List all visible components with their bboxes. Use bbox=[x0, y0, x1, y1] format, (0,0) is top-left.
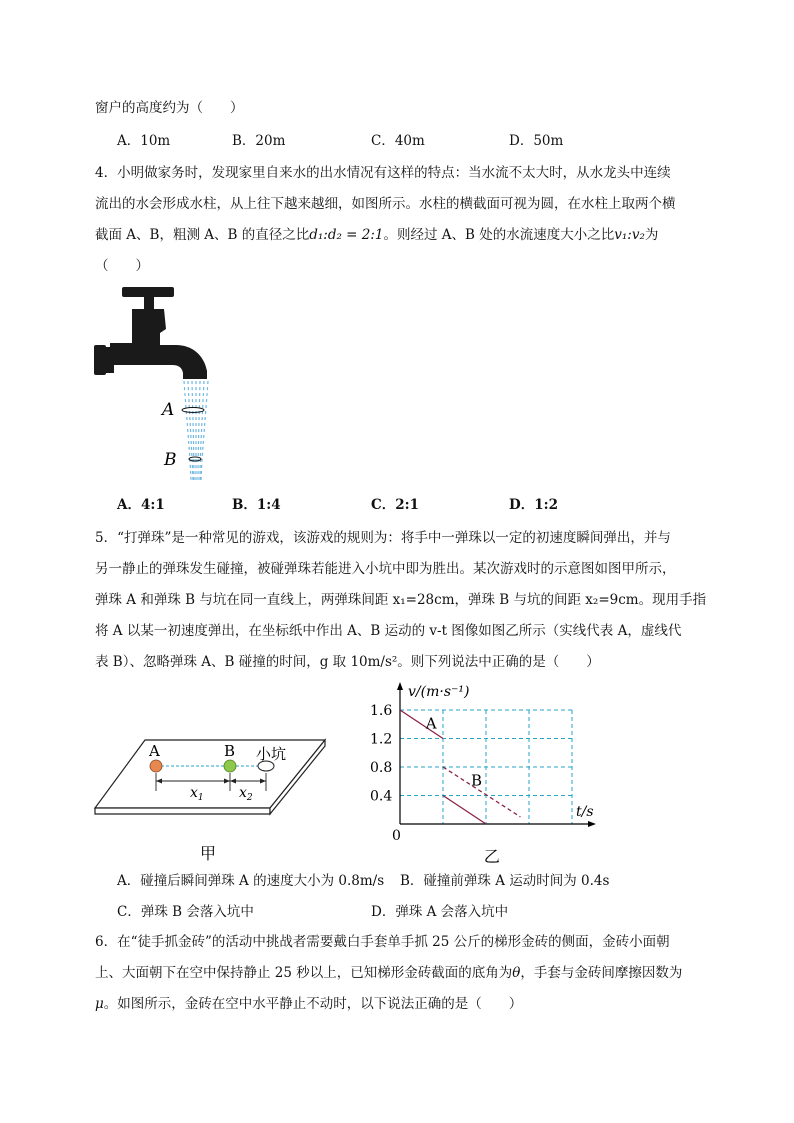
q4-option-d[interactable]: D．1:2 bbox=[509, 497, 558, 513]
q5-line-2: 另一静止的弹珠发生碰撞，被碰弹珠若能进入小坑中即为胜出。某次游戏时的示意图如图甲所示， bbox=[95, 561, 676, 577]
y-axis-label: v/(m·s⁻¹) bbox=[408, 684, 470, 700]
q4-line-1: 4．小明做家务时，发现家里自来水的出水情况有这样的特点：当水流不太大时，从水龙头中连续 bbox=[95, 165, 671, 181]
q5-line-1: 5．“打弹珠”是一种常见的游戏，该游戏的规则为：将手中一弹珠以一定的初速度瞬间弹出，并与 bbox=[95, 530, 671, 546]
faucet-icon bbox=[94, 287, 207, 379]
y-tick-label: 0.8 bbox=[370, 760, 393, 776]
q6-line-2-pre: 上、大面朝下在空中保持静止 25 秒以上，已知梯形金砖截面的底角为 bbox=[95, 965, 513, 981]
q5-option-d[interactable]: D．弹珠 A 会落入坑中 bbox=[371, 904, 509, 920]
faucet-label-b: B bbox=[164, 450, 177, 470]
q4-option-b[interactable]: B．1:4 bbox=[232, 497, 281, 513]
q4-line-3-post: 为 bbox=[644, 227, 659, 243]
q4-option-c[interactable]: C．2:1 bbox=[371, 497, 420, 513]
faucet-label-a: A bbox=[162, 400, 175, 420]
q6-line-1: 6．在“徒手抓金砖”的活动中挑战者需要戴白手套单手抓 25 公斤的梯形金砖的侧面，金砖小面朝 bbox=[95, 934, 670, 950]
q4-line-2: 流出的水会形成水柱，从上往下越来越细，如图所示。水柱的横截面可视为圆，在水柱上取两个横 bbox=[95, 196, 676, 212]
x-axis-label: t/s bbox=[576, 804, 594, 820]
q6-line-3 bbox=[95, 995, 522, 1013]
cross-section-b bbox=[189, 457, 201, 461]
q5-option-a[interactable]: A．碰撞后瞬间弹珠 A 的速度大小为 0.8m/s bbox=[117, 873, 385, 889]
q6-line-2-post: ，手套与金砖间摩擦因数为 bbox=[520, 965, 683, 981]
q5-line-3: 弹珠 A 和弹珠 B 与坑在同一直线上，两弹珠间距 x₁=28cm，弹珠 B 与坑的间距 x₂=9cm。现用手指 bbox=[95, 592, 707, 608]
q6-line-3-post: 。如图所示，金砖在空中水平静止不动时，以下说法正确的是（ ） bbox=[103, 996, 523, 1012]
jia-label-b: B bbox=[224, 742, 236, 760]
board-top bbox=[95, 740, 325, 808]
q5-line-4: 将 A 以某一初速度弹出，在坐标纸中作出 A、B 运动的 v-t 图像如图乙所示（实线代表 A，虚线代 bbox=[95, 623, 682, 639]
yi-caption: 乙 bbox=[483, 847, 500, 866]
series-a-label: A bbox=[425, 714, 437, 733]
q3-tail: 窗户的高度约为（ ） bbox=[95, 100, 244, 116]
q6-theta: θ bbox=[512, 965, 521, 981]
series-b-label: B bbox=[470, 771, 482, 790]
y-tick-label: 1.2 bbox=[370, 731, 393, 748]
origin-label: 0 bbox=[392, 828, 401, 844]
q3-option-b[interactable]: B．20m bbox=[232, 133, 286, 149]
q5-option-b[interactable]: B．碰撞前弹珠 A 运动时间为 0.4s bbox=[400, 873, 610, 889]
jia-label-a: A bbox=[149, 742, 160, 760]
q4-line-4: （ ） bbox=[95, 258, 149, 274]
q6-mu: μ bbox=[95, 996, 104, 1012]
marble-b bbox=[224, 760, 236, 772]
figure-jia bbox=[90, 735, 335, 865]
y-tick-label: 1.6 bbox=[370, 703, 393, 719]
faucet-figure bbox=[90, 283, 220, 488]
q3-option-c[interactable]: C．40m bbox=[371, 133, 425, 149]
q5-option-c[interactable]: C．弹珠 B 会落入坑中 bbox=[117, 904, 254, 920]
x-axis-arrow bbox=[588, 821, 596, 827]
q4-diameter-ratio: d₁:d₂ = 2:1 bbox=[309, 227, 384, 243]
x1-label: $x_1$ bbox=[190, 785, 204, 803]
q4-line-3-mid: 。则经过 A、B 处的水流速度大小之比 bbox=[383, 227, 615, 243]
q3-option-d[interactable]: D．50m bbox=[509, 133, 564, 149]
q5-line-5: 表 B）、忽略弹珠 A、B 碰撞的时间，g 取 10m/s²。则下列说法中正确的是（ ） bbox=[95, 654, 600, 670]
q6-line-2 bbox=[95, 964, 682, 982]
jia-caption: 甲 bbox=[200, 844, 217, 863]
board-front bbox=[95, 808, 270, 814]
q4-velocity-ratio: v₁:v₂ bbox=[614, 227, 645, 243]
q4-option-a[interactable]: A．4:1 bbox=[117, 497, 165, 513]
q4-line-3 bbox=[95, 226, 658, 244]
jia-pit-label: 小坑 bbox=[256, 745, 287, 763]
vt-chart bbox=[360, 682, 600, 867]
marble-a bbox=[150, 760, 162, 772]
q4-line-3-pre: 截面 A、B，粗测 A、B 的直径之比 bbox=[95, 227, 310, 243]
q3-option-a[interactable]: A．10m bbox=[117, 133, 171, 149]
y-tick-label: 0.4 bbox=[370, 788, 393, 805]
y-axis-arrow bbox=[397, 682, 403, 690]
series-a-segment bbox=[443, 796, 486, 825]
x2-label: $x_2$ bbox=[239, 785, 253, 803]
water-stream bbox=[184, 381, 208, 481]
